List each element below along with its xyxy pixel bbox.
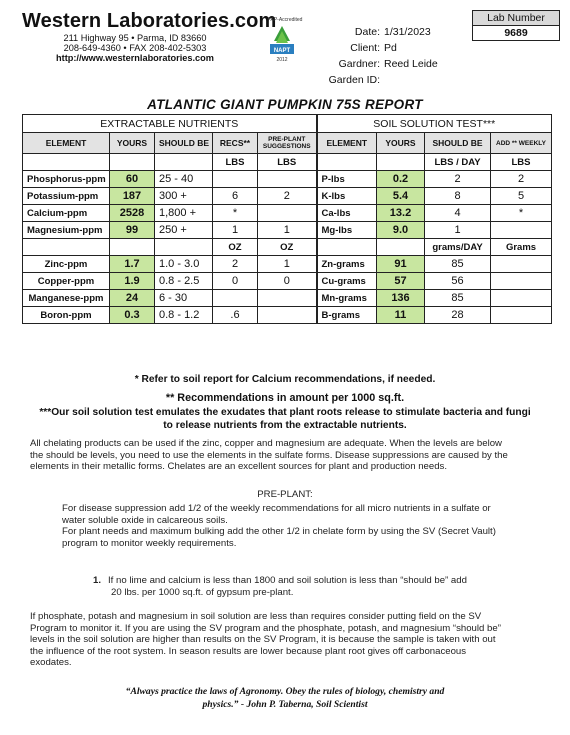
row-pre-plant: 0 <box>258 273 317 290</box>
unit-add: LBS <box>491 154 552 171</box>
table-row <box>23 188 552 205</box>
unit-recs-oz: OZ <box>213 239 258 256</box>
lab-number-label: Lab Number <box>473 11 559 26</box>
col-header-pre-plant: PRE-PLANT SUGGESTIONS <box>258 133 317 154</box>
row-element: Manganese-ppm <box>23 290 110 307</box>
row-recs <box>213 290 258 307</box>
amount-note: ** Recommendations in amount per 1000 sq.ft. <box>165 392 405 404</box>
row-yours: 2528 <box>110 205 155 222</box>
row-should-be-2: 85 <box>425 256 491 273</box>
lime-number: 1. <box>93 575 102 586</box>
row-element-2: Zn-grams <box>317 256 377 273</box>
cert-label: PAP-Accredited <box>267 17 303 23</box>
pre-plant-title: PRE-PLANT: <box>257 489 313 500</box>
col-header-should-be: SHOULD BE <box>155 133 213 154</box>
col-header-yours-2: YOURS <box>377 133 425 154</box>
table-row <box>23 222 552 239</box>
row-recs: .6 <box>213 307 258 324</box>
garden-id-label: Garden ID: <box>328 74 380 86</box>
row-element-2: Mn-grams <box>317 290 377 307</box>
row-should-be: 300 + <box>155 188 213 205</box>
cert-text: NAPT <box>273 48 291 54</box>
row-element-2: Mg-lbs <box>317 222 377 239</box>
row-recs <box>213 171 258 188</box>
row-element: Boron-ppm <box>23 307 110 324</box>
row-element: Copper-ppm <box>23 273 110 290</box>
row-pre-plant <box>258 205 317 222</box>
col-header-yours: YOURS <box>110 133 155 154</box>
row-pre-plant: 1 <box>258 256 317 273</box>
row-should-be-2: 85 <box>425 290 491 307</box>
row-element-2: B-grams <box>317 307 377 324</box>
row-yours-2: 5.4 <box>377 188 425 205</box>
row-should-be: 1.0 - 3.0 <box>155 256 213 273</box>
quote-line1: “Always practice the laws of Agronomy. Obey the rules of biology, chemistry and <box>125 686 445 697</box>
row-should-be-2: 8 <box>425 188 491 205</box>
row-should-be-2: 28 <box>425 307 491 324</box>
unit-pre-oz: OZ <box>258 239 317 256</box>
row-element: Phosphorus-ppm <box>23 171 110 188</box>
pre-plant-paragraph: For disease suppression add 1/2 of the weekly recommendations for all micro nutrients in a sulfate or water soluble oxide in calcareous soils. For plant needs and maximum bulking add the other 1/2 in chelate form by using the SV (Secret Vault) program to monitor weekly requirements. <box>62 503 496 549</box>
lab-number-value: 9689 <box>504 27 528 39</box>
unit-pre: LBS <box>258 154 317 171</box>
row-recs: 2 <box>213 256 258 273</box>
table-row <box>23 256 552 273</box>
row-should-be-2: 4 <box>425 205 491 222</box>
row-add-weekly: 5 <box>491 188 552 205</box>
solution-note-line1: ***Our soil solution test emulates the exudates that plant roots release to stimulate bacteria and fungi <box>39 407 531 418</box>
unit-should-grams: grams/DAY <box>425 239 491 256</box>
gardner-value: Reed Leide <box>384 58 438 70</box>
row-should-be: 6 - 30 <box>155 290 213 307</box>
table-row <box>23 307 552 324</box>
row-element: Calcium-ppm <box>23 205 110 222</box>
unit-add-grams: Grams <box>491 239 552 256</box>
phosphate-paragraph: If phosphate, potash and magnesium in soil solution are less than requires consider putting field on the SV Program to monitor it. If you are using the SV program and the phosphate, potash, and magnesium “should be” levels in the soil solution are higher than results on the SV Program, it is because the sample is taken with out the influence of the root system. In season results are lower because plant root gives off carbonaceous exodates. <box>30 611 501 669</box>
row-element: Zinc-ppm <box>23 256 110 273</box>
phone-fax-line: 208-649-4360 • FAX 208-402-5303 <box>63 43 207 53</box>
row-pre-plant: 1 <box>258 222 317 239</box>
table-row <box>23 290 552 307</box>
row-yours-2: 11 <box>377 307 425 324</box>
solution-note-line2: to release nutrients from the extractable nutrients. <box>163 420 407 431</box>
row-should-be-2: 56 <box>425 273 491 290</box>
row-yours-2: 0.2 <box>377 171 425 188</box>
cert-year: 2012 <box>276 57 288 63</box>
row-yours-2: 57 <box>377 273 425 290</box>
row-add-weekly: 2 <box>491 171 552 188</box>
table-row <box>23 273 552 290</box>
results-table <box>22 114 552 324</box>
row-pre-plant <box>258 307 317 324</box>
col-header-element-2: ELEMENT <box>317 133 377 154</box>
section-extractable-nutrients: EXTRACTABLE NUTRIENTS <box>23 115 317 133</box>
row-add-weekly <box>491 290 552 307</box>
section-soil-solution-test: SOIL SOLUTION TEST*** <box>317 115 552 133</box>
row-pre-plant <box>258 171 317 188</box>
row-element-2: K-lbs <box>317 188 377 205</box>
row-yours: 24 <box>110 290 155 307</box>
client-label: Client: <box>350 42 380 54</box>
row-yours: 187 <box>110 188 155 205</box>
row-should-be-2: 2 <box>425 171 491 188</box>
lime-paragraph: If no lime and calcium is less than 1800 and soil solution is less than “should be” add 20 lbs. per 1000 sq.ft. of gypsum pre-plant. <box>108 575 467 598</box>
row-element-2: Ca-lbs <box>317 205 377 222</box>
row-should-be: 25 - 40 <box>155 171 213 188</box>
row-add-weekly <box>491 222 552 239</box>
row-yours: 60 <box>110 171 155 188</box>
row-element: Potassium-ppm <box>23 188 110 205</box>
gardner-label: Gardner: <box>338 58 380 70</box>
row-should-be: 250 + <box>155 222 213 239</box>
client-value: Pd <box>384 42 397 54</box>
row-yours-2: 136 <box>377 290 425 307</box>
col-header-should-be-2: SHOULD BE <box>425 133 491 154</box>
row-yours-2: 91 <box>377 256 425 273</box>
col-header-element: ELEMENT <box>23 133 110 154</box>
unit-recs: LBS <box>213 154 258 171</box>
date-label: Date: <box>354 26 380 38</box>
quote-line2: physics.” - John P. Taberna, Soil Scientist <box>202 699 368 710</box>
website-link[interactable]: http://www.westernlaboratories.com <box>56 53 214 63</box>
company-name: Western Laboratories.com <box>22 10 277 32</box>
row-element-2: Cu-grams <box>317 273 377 290</box>
row-element-2: P-lbs <box>317 171 377 188</box>
row-should-be-2: 1 <box>425 222 491 239</box>
address-line: 211 Highway 95 • Parma, ID 83660 <box>63 33 207 43</box>
unit-should-2: LBS / DAY <box>425 154 491 171</box>
row-add-weekly: * <box>491 205 552 222</box>
row-yours: 1.9 <box>110 273 155 290</box>
table-row <box>23 171 552 188</box>
row-should-be: 0.8 - 2.5 <box>155 273 213 290</box>
row-recs: * <box>213 205 258 222</box>
row-recs: 0 <box>213 273 258 290</box>
col-header-add-weekly: ADD ** WEEKLY <box>491 133 552 154</box>
chelating-paragraph: All chelating products can be used if the zinc, copper and magnesium are adequate. When the levels are below the should be levels, you need to use the elements in the sulfate forms. Disease suppressions are caused by the elements in their metallic forms. Chelates are an excellent sources for plant and production needs. <box>30 438 508 473</box>
row-should-be: 1,800 + <box>155 205 213 222</box>
date-value: 1/31/2023 <box>384 26 431 38</box>
table-row <box>23 205 552 222</box>
row-add-weekly <box>491 273 552 290</box>
row-recs: 1 <box>213 222 258 239</box>
lab-number-box <box>472 10 560 41</box>
col-header-recs: RECS** <box>213 133 258 154</box>
calcium-note: * Refer to soil report for Calcium recommendations, if needed. <box>134 374 436 385</box>
row-pre-plant <box>258 290 317 307</box>
row-add-weekly <box>491 307 552 324</box>
row-should-be: 0.8 - 1.2 <box>155 307 213 324</box>
row-pre-plant: 2 <box>258 188 317 205</box>
row-yours: 99 <box>110 222 155 239</box>
row-add-weekly <box>491 256 552 273</box>
row-recs: 6 <box>213 188 258 205</box>
report-title: ATLANTIC GIANT PUMPKIN 75S REPORT <box>147 97 423 112</box>
row-yours-2: 9.0 <box>377 222 425 239</box>
row-yours-2: 13.2 <box>377 205 425 222</box>
row-yours: 1.7 <box>110 256 155 273</box>
row-yours: 0.3 <box>110 307 155 324</box>
row-element: Magnesium-ppm <box>23 222 110 239</box>
